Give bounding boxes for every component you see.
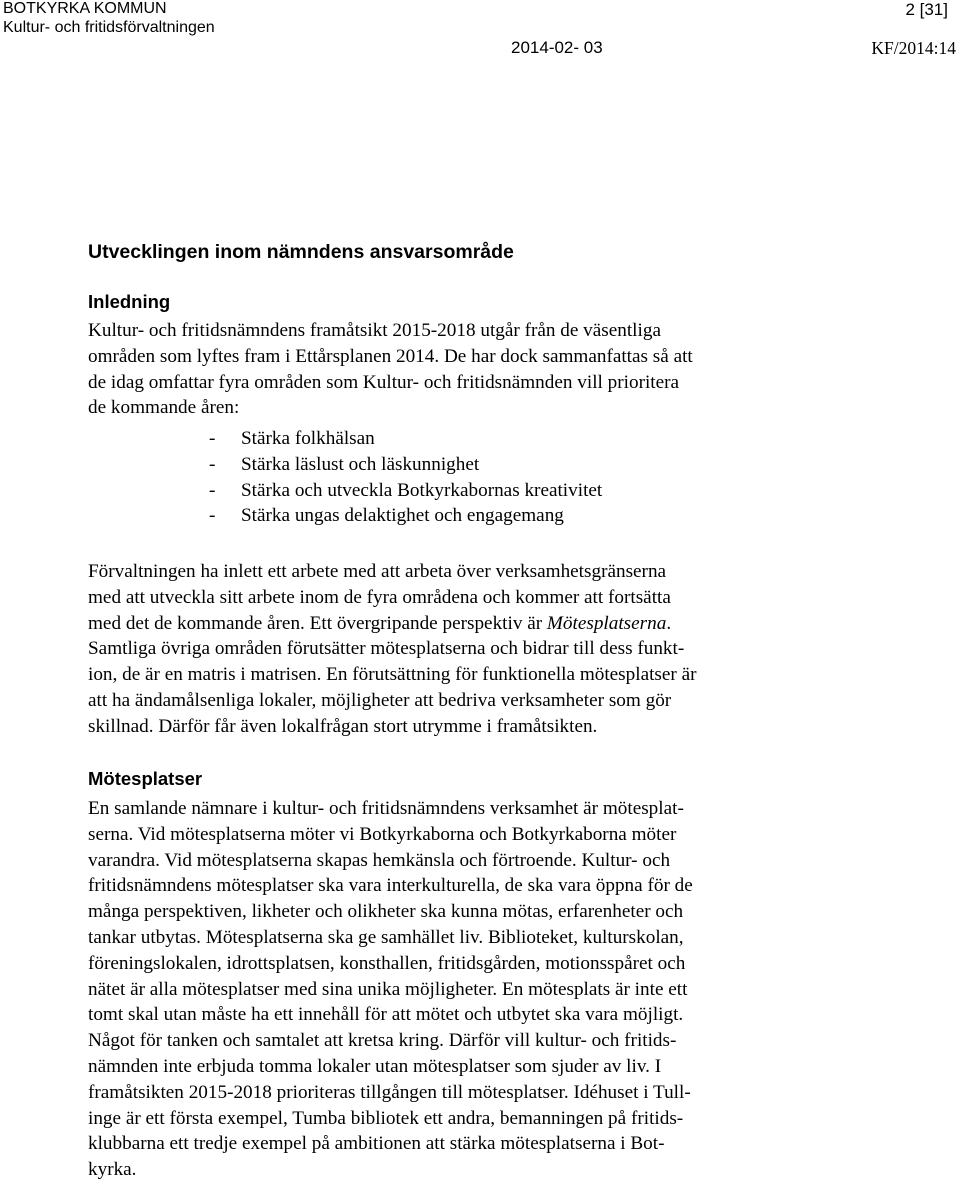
paragraph-line: Kultur- och fritidsnämndens framåtsikt 2015-2018 utgår från de väsentliga [88, 320, 661, 341]
department-name: Kultur- och fritidsförvaltningen [3, 19, 215, 36]
section-heading-inledning: Inledning [88, 291, 171, 312]
paragraph-line: kyrka. [88, 1159, 137, 1181]
paragraph-text: med det de kommande åren. Ett övergripande perspektiv är [88, 612, 547, 634]
paragraph-line: nämnden inte erbjuda tomma lokaler utan mötesplatser som sjuder av liv. I [88, 1055, 662, 1077]
paragraph-line: varandra. Vid mötesplatserna skapas hemkänsla och förtroende. Kultur- och [88, 849, 671, 871]
intro-paragraph [88, 318, 868, 421]
list-item-text: Stärka och utveckla Botkyrkabornas kreativitet [241, 479, 603, 501]
list-marker: - [209, 428, 216, 449]
paragraph-line: att ha ändamålsenliga lokaler, möjligheter att bedriva verksamheter som gör [88, 689, 672, 711]
document-reference: KF/2014:14 [871, 38, 956, 58]
paragraph-line: de idag omfattar fyra områden som Kultur- och fritidsnämnden vill prioritera [88, 371, 680, 393]
organization-name: BOTKYRKA KOMMUN [3, 0, 167, 17]
paragraph-line: skillnad. Därför får även lokalfrågan stort utrymme i framåtsikten. [88, 715, 598, 737]
list-marker: - [209, 505, 216, 527]
list-item-text: Stärka läslust och läskunnighet [241, 453, 480, 475]
paragraph-line: serna. Vid mötesplatserna möter vi Botkyrkaborna och Botkyrkaborna möter [88, 823, 677, 845]
paragraph-line: Förvaltningen ha inlett ett arbete med att arbeta över verksamhetsgränserna [88, 561, 667, 582]
list-item-text: Stärka ungas delaktighet och engagemang [241, 505, 564, 527]
emphasized-term: Mötesplatserna [546, 612, 667, 634]
page-number: 2 [31] [905, 0, 948, 19]
paragraph-line: föreningslokalen, idrottsplatsen, konsthallen, fritidsgården, motionsspåret och [88, 952, 686, 974]
list-item [209, 478, 602, 504]
priority-list [209, 426, 602, 529]
section-heading-motesplatser: Mötesplatser [88, 768, 203, 789]
paragraph-line: med att utveckla sitt arbete inom de fyra områdena och kommer att fortsätta [88, 586, 671, 608]
paragraph-line: områden som lyftes fram i Ettårsplanen 2014. De har dock sammanfattas så att [88, 345, 693, 367]
paragraph-line: de kommande åren: [88, 397, 240, 419]
paragraph-line: Samtliga övriga områden förutsätter mötesplatserna och bidrar till dess funkt- [88, 638, 685, 660]
list-marker: - [209, 453, 216, 475]
paragraph-line: tomt skal utan måste ha ett innehåll för att mötet och utbytet ska vara möjligt. [88, 1004, 684, 1026]
paragraph-line: många perspektiven, likheter och olikheter ska kunna mötas, erfarenheter och [88, 901, 684, 923]
paragraph-line: inge är ett första exempel, Tumba bibliotek ett andra, bemanningen på fritids- [88, 1107, 684, 1129]
motesplatser-paragraph [88, 796, 868, 1183]
paragraph-line: tankar utbytas. Mötesplatserna ska ge samhället liv. Biblioteket, kulturskolan, [88, 926, 684, 948]
paragraph-line [88, 611, 868, 637]
list-item-text: Stärka folkhälsan [241, 428, 375, 449]
work-paragraph [88, 559, 868, 740]
punctuation: . [666, 612, 672, 634]
paragraph-line: Något för tanken och samtalet att kretsa kring. Därför vill kultur- och fritids- [88, 1030, 677, 1052]
list-marker: - [209, 479, 216, 501]
list-item [209, 503, 602, 529]
paragraph-line: framåtsikten 2015-2018 prioriteras tillgången till mötesplatser. Idéhuset i Tull- [88, 1081, 691, 1103]
paragraph-line: fritidsnämndens mötesplatser ska vara interkulturella, de ska vara öppna för de [88, 875, 693, 897]
paragraph-line: nätet är alla mötesplatser med sina unika möjligheter. En mötesplats är inte ett [88, 978, 688, 1000]
paragraph-line: En samlande nämnare i kultur- och fritidsnämndens verksamhet är mötesplat- [88, 798, 684, 819]
paragraph-line: klubbarna ett tredje exempel på ambitionen att stärka mötesplatserna i Bot- [88, 1133, 665, 1155]
list-item [209, 452, 602, 478]
list-item [209, 426, 602, 452]
page-title: Utvecklingen inom nämndens ansvarsområde [88, 241, 514, 263]
paragraph-line: ion, de är en matris i matrisen. En förutsättning för funktionella mötesplatser är [88, 664, 697, 686]
document-date: 2014-02- 03 [511, 38, 603, 57]
